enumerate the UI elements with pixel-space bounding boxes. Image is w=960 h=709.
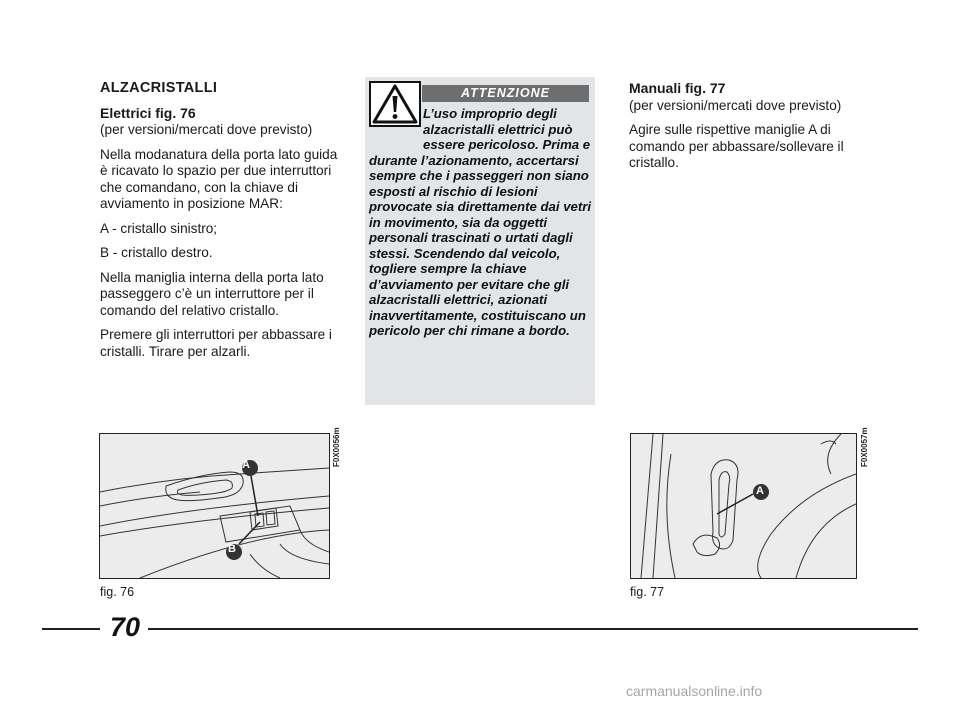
item-b: B - cristallo destro.: [100, 245, 213, 260]
right-column: [629, 80, 869, 180]
paragraph-passenger: Nella maniglia interna della porta lato passeggero c’è un interruttore per il comando del relativo cristallo.: [100, 269, 324, 318]
warning-text: L’uso improprio degli alzacristalli elettrici può essere pericoloso. Prima e durante l’azionamento, accertarsi sempre che i passeggeri non siano esposti al rischio di lesioni provocate sia direttamente dai vetri in movimento, sia da oggetti personali trascinati o urtati dagli stessi. Scendendo dal veicolo, togliere sempre la chiave d’avviamento per evitare che gli alzacristalli elettrici, azionati inavvertitamente, costituiscano un pericolo per chi rimane a bordo.: [369, 106, 592, 338]
figure-77: [630, 433, 857, 579]
section-title: ALZACRISTALLI: [100, 80, 218, 96]
availability-note: (per versioni/mercati dove previsto): [100, 122, 313, 137]
subsection-title-manual: Manuali fig. 77: [629, 80, 726, 96]
availability-note-manual: (per versioni/mercati dove previsto): [629, 97, 842, 113]
callout-b-fig76: B: [228, 543, 236, 555]
subsection-title: Elettrici fig. 76: [100, 104, 196, 121]
item-a: A - cristallo sinistro;: [100, 220, 218, 236]
door-switch-illustration: [100, 434, 329, 578]
callout-a-fig76: A: [242, 459, 250, 471]
paragraph-manual: Agire sulle rispettive maniglie A di comando per abbassare/sollevare il cristallo.: [629, 122, 844, 170]
figure-code-77: F0X0057m: [860, 427, 869, 467]
warning-box: [365, 77, 595, 405]
figure-code-76: F0X0056m: [332, 427, 341, 467]
subsection-electric: [100, 105, 340, 139]
subsection-manual: [629, 80, 869, 114]
window-crank-illustration: [631, 434, 856, 578]
figure-76: [99, 433, 330, 579]
footer-rule-right: [148, 628, 918, 630]
callout-a-fig77: A: [756, 485, 764, 497]
figure-caption-76: fig. 76: [100, 585, 135, 599]
figure-caption-77: fig. 77: [630, 585, 665, 599]
page-number: 70: [109, 612, 141, 642]
left-column: [100, 80, 340, 368]
watermark: carmanualsonline.info: [626, 683, 763, 699]
footer-rule-left: [42, 628, 100, 630]
paragraph-switches: Nella modanatura della porta lato guida è ricavato lo spazio per due interruttori che comandano, con la chiave di avviamento in posizione MAR:: [100, 146, 338, 211]
paragraph-operation: Premere gli interruttori per abbassare i cristalli. Tirare per alzarli.: [100, 327, 332, 359]
warning-header: ATTENZIONE: [422, 85, 589, 102]
